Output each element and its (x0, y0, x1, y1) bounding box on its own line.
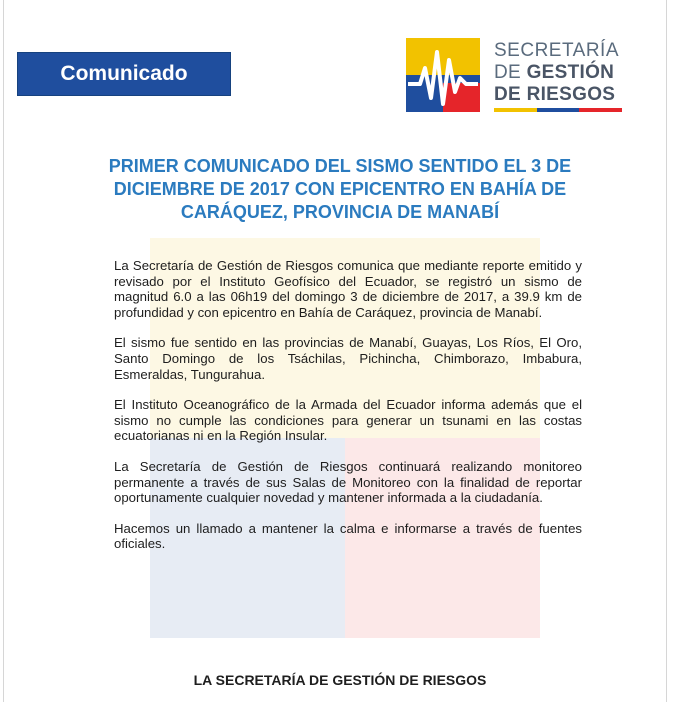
document-body (114, 258, 582, 567)
logo-stripe (494, 108, 622, 112)
paragraph: El sismo fue sentido en las provincias de Manabí, Guayas, Los Ríos, El Oro, Santo Domingo de los Tsáchilas, Pichincha, Chimborazo, Imbabura, Esmeraldas, Tungurahua. (114, 335, 582, 382)
paragraph: La Secretaría de Gestión de Riesgos comunica que mediante reporte emitido y revisado por el Instituto Geofísico del Ecuador, se registró un sismo de magnitud 6.0 a las 06h19 del domingo 3 de diciembre de 2017, a 39.9 km de profundidad y con epicentro en Bahía de Caráquez, provincia de Manabí. (114, 258, 582, 320)
signature: LA SECRETARÍA DE GESTIÓN DE RIESGOS (193, 672, 487, 688)
logo-line-2: DE GESTIÓN (494, 62, 615, 83)
document-title: PRIMER COMUNICADO DEL SISMO SENTIDO EL 3 DE DICIEMBRE DE 2017 CON EPICENTRO EN BAHÍA DE CARÁQUEZ, PROVINCIA DE MANABÍ (108, 156, 572, 222)
sgr-logo-text (494, 40, 644, 106)
sgr-logo-icon (406, 38, 480, 112)
badge-label: Comunicado (60, 62, 188, 85)
logo-line-3: DE RIESGOS (494, 84, 616, 105)
paragraph: El Instituto Oceanográfico de la Armada del Ecuador informa además que el sismo no cumple las condiciones para generar un tsunami en las costas ecuatorianas ni en la Región Insular. (114, 397, 582, 444)
paragraph: Hacemos un llamado a mantener la calma e informarse a través de fuentes oficiales. (114, 520, 582, 552)
comunicado-badge (17, 52, 231, 96)
paragraph: La Secretaría de Gestión de Riesgos continuará realizando monitoreo permanente a través de sus Salas de Monitoreo con la finalidad de reportar oportunamente cualquier novedad y mantener informada a la ciudadanía. (114, 458, 582, 506)
logo-line-1: SECRETARÍA (494, 40, 620, 61)
